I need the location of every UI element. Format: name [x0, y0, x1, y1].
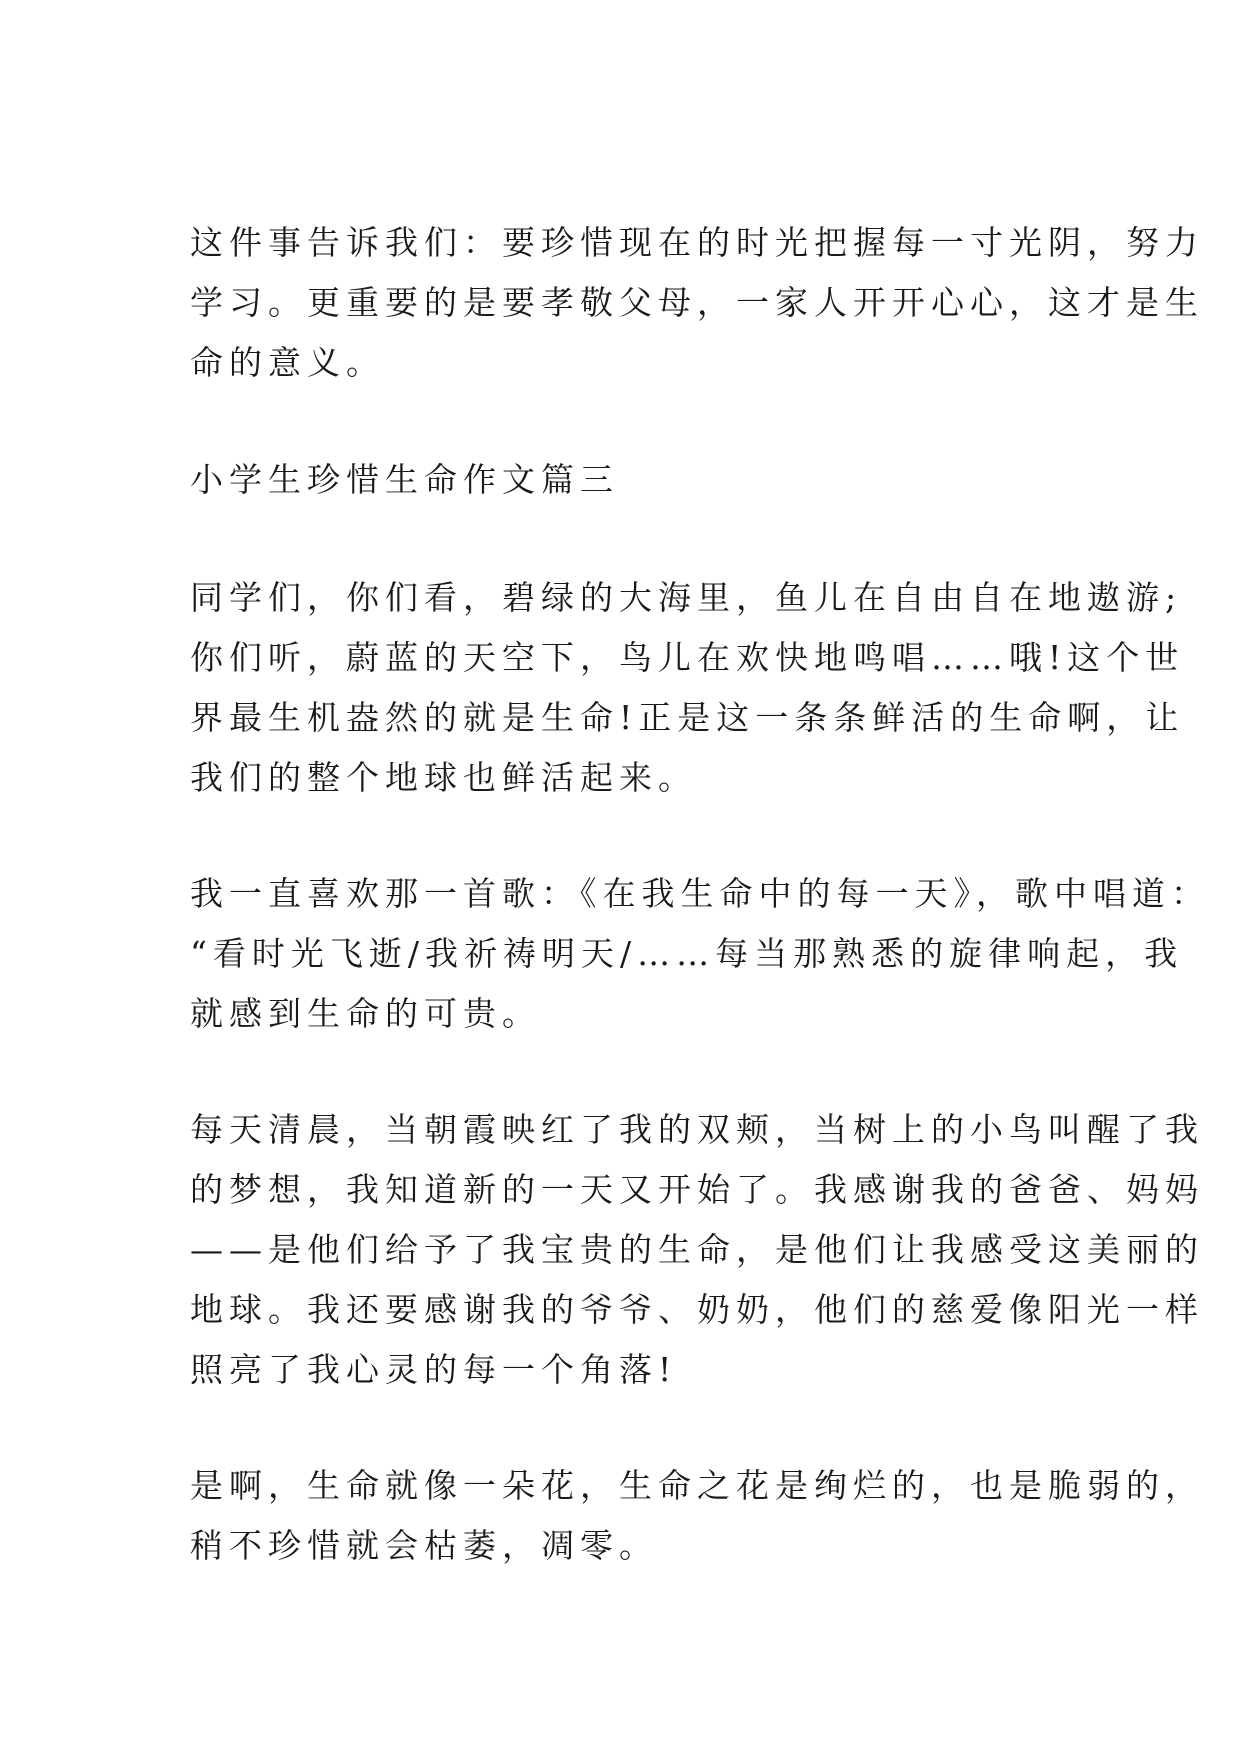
paragraph-line: 学习。更重要的是要孝敬父母，一家人开开心心，这才是生	[190, 283, 1204, 322]
paragraph-line: 的梦想，我知道新的一天又开始了。我感谢我的爸爸、妈妈	[190, 1170, 1204, 1209]
paragraph-line: 地球。我还要感谢我的爷爷、奶奶，他们的慈爱像阳光一样	[190, 1290, 1204, 1329]
paragraph-line: 我们的整个地球也鲜活起来。	[190, 758, 697, 797]
paragraph-line: 我一直喜欢那一首歌：《在我生命中的每一天》，歌中唱道：	[190, 874, 1210, 913]
paragraph-line: 就感到生命的可贵。	[190, 994, 541, 1033]
paragraph-line: 你们听，蔚蓝的天空下，鸟儿在欢快地鸣唱……哦!这个世	[190, 638, 1185, 677]
paragraph-line: “看时光飞逝/我祈祷明天/……每当那熟悉的旋律响起，我	[190, 934, 1184, 973]
paragraph-line: 是啊，生命就像一朵花，生命之花是绚烂的，也是脆弱的，	[190, 1466, 1204, 1505]
section-heading: 小学生珍惜生命作文篇三	[190, 460, 619, 499]
paragraph-line: 每天清晨，当朝霞映红了我的双颊，当树上的小鸟叫醒了我	[190, 1110, 1204, 1149]
paragraph-line: ——是他们给予了我宝贵的生命，是他们让我感受这美丽的	[190, 1230, 1204, 1269]
paragraph-line: 这件事告诉我们：要珍惜现在的时光把握每一寸光阴，努力	[190, 223, 1204, 262]
paragraph-line: 照亮了我心灵的每一个角落!	[190, 1350, 678, 1389]
paragraph-line: 稍不珍惜就会枯萎，凋零。	[190, 1526, 658, 1565]
paragraph-line: 界最生机盎然的就是生命!正是这一条条鲜活的生命啊，让	[190, 698, 1185, 737]
paragraph-line: 命的意义。	[190, 343, 385, 382]
paragraph-line: 同学们，你们看，碧绿的大海里，鱼儿在自由自在地遨游;	[190, 578, 1183, 617]
